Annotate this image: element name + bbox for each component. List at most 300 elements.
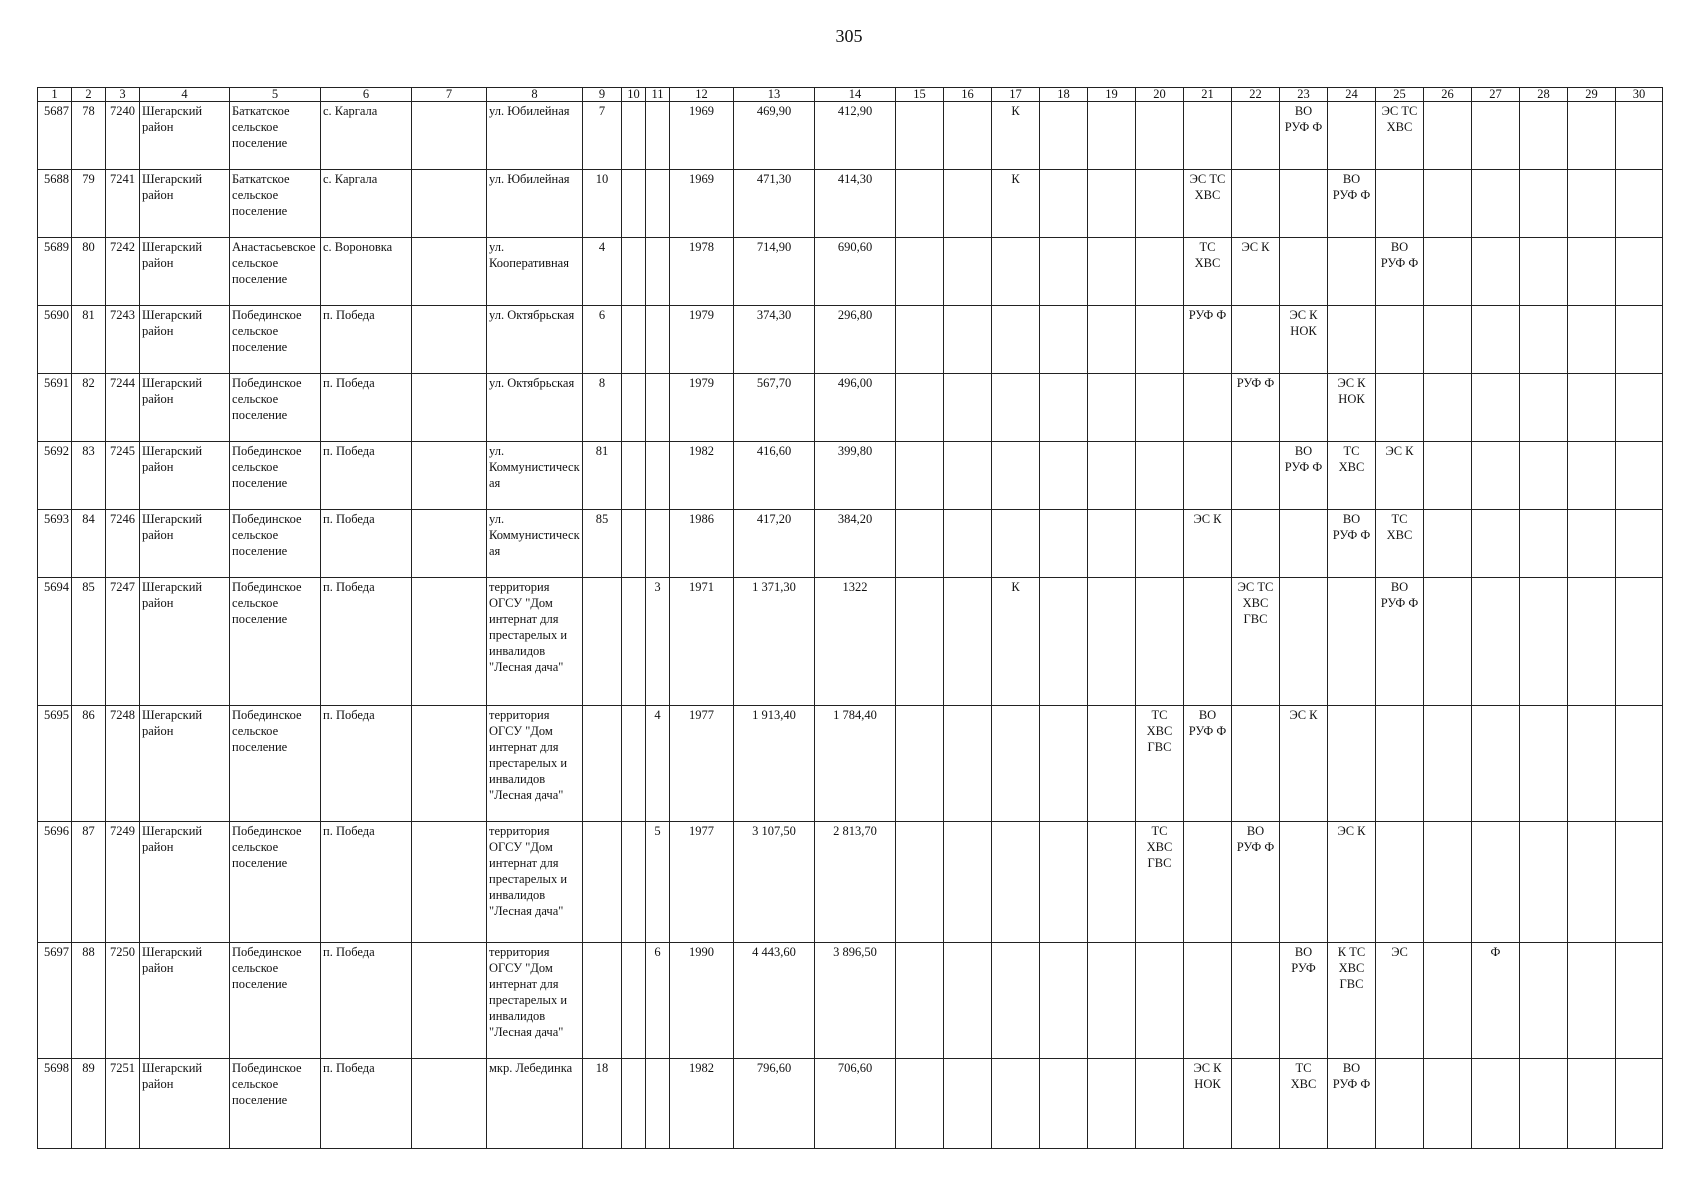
cell-col-28 bbox=[1520, 170, 1568, 238]
cell-col-22 bbox=[1232, 170, 1280, 238]
cell-col-10 bbox=[622, 170, 646, 238]
cell-col-7 bbox=[412, 578, 487, 706]
cell-col-17 bbox=[992, 822, 1040, 943]
cell-col-21 bbox=[1184, 374, 1232, 442]
cell-col-13: 796,60 bbox=[734, 1059, 815, 1149]
cell-col-20 bbox=[1136, 306, 1184, 374]
cell-col-2: 83 bbox=[72, 442, 106, 510]
cell-col-3: 7243 bbox=[106, 306, 140, 374]
cell-col-21 bbox=[1184, 442, 1232, 510]
column-header-22: 22 bbox=[1232, 88, 1280, 102]
cell-col-25 bbox=[1376, 706, 1424, 822]
cell-col-4: Шегарский район bbox=[140, 102, 230, 170]
cell-col-16 bbox=[944, 306, 992, 374]
cell-col-30 bbox=[1616, 102, 1663, 170]
cell-col-14: 384,20 bbox=[815, 510, 896, 578]
cell-col-26 bbox=[1424, 238, 1472, 306]
cell-col-1: 5688 bbox=[38, 170, 72, 238]
cell-col-14: 414,30 bbox=[815, 170, 896, 238]
cell-col-13: 417,20 bbox=[734, 510, 815, 578]
cell-col-24: ЭС К НОК bbox=[1328, 374, 1376, 442]
column-header-25: 25 bbox=[1376, 88, 1424, 102]
cell-col-30 bbox=[1616, 706, 1663, 822]
table-row bbox=[38, 706, 1663, 822]
cell-col-1: 5694 bbox=[38, 578, 72, 706]
cell-col-26 bbox=[1424, 578, 1472, 706]
cell-col-29 bbox=[1568, 102, 1616, 170]
cell-col-2: 85 bbox=[72, 578, 106, 706]
cell-col-25: ЭС bbox=[1376, 943, 1424, 1059]
cell-col-4: Шегарский район bbox=[140, 822, 230, 943]
cell-col-18 bbox=[1040, 510, 1088, 578]
cell-col-18 bbox=[1040, 1059, 1088, 1149]
cell-col-25 bbox=[1376, 306, 1424, 374]
column-header-21: 21 bbox=[1184, 88, 1232, 102]
cell-col-20: ТС ХВС ГВС bbox=[1136, 822, 1184, 943]
cell-col-12: 1979 bbox=[670, 374, 734, 442]
column-header-1: 1 bbox=[38, 88, 72, 102]
cell-col-28 bbox=[1520, 442, 1568, 510]
cell-col-13: 714,90 bbox=[734, 238, 815, 306]
cell-col-10 bbox=[622, 442, 646, 510]
cell-col-6: п. Победа bbox=[321, 578, 412, 706]
cell-col-7 bbox=[412, 822, 487, 943]
cell-col-18 bbox=[1040, 442, 1088, 510]
cell-col-4: Шегарский район bbox=[140, 1059, 230, 1149]
cell-col-22 bbox=[1232, 306, 1280, 374]
cell-col-19 bbox=[1088, 374, 1136, 442]
cell-col-10 bbox=[622, 306, 646, 374]
cell-col-11 bbox=[646, 1059, 670, 1149]
column-header-12: 12 bbox=[670, 88, 734, 102]
cell-col-21 bbox=[1184, 822, 1232, 943]
cell-col-18 bbox=[1040, 238, 1088, 306]
table-row bbox=[38, 442, 1663, 510]
cell-col-18 bbox=[1040, 706, 1088, 822]
cell-col-13: 416,60 bbox=[734, 442, 815, 510]
cell-col-17 bbox=[992, 238, 1040, 306]
cell-col-25 bbox=[1376, 1059, 1424, 1149]
cell-col-25: ЭС ТС ХВС bbox=[1376, 102, 1424, 170]
cell-col-5: Побединское сельское поселение bbox=[230, 374, 321, 442]
cell-col-17: К bbox=[992, 170, 1040, 238]
cell-col-11: 5 bbox=[646, 822, 670, 943]
column-header-9: 9 bbox=[583, 88, 622, 102]
cell-col-26 bbox=[1424, 943, 1472, 1059]
cell-col-20 bbox=[1136, 510, 1184, 578]
column-header-4: 4 bbox=[140, 88, 230, 102]
cell-col-30 bbox=[1616, 822, 1663, 943]
cell-col-17 bbox=[992, 306, 1040, 374]
cell-col-26 bbox=[1424, 102, 1472, 170]
cell-col-7 bbox=[412, 510, 487, 578]
cell-col-23: ВО РУФ Ф bbox=[1280, 442, 1328, 510]
table-row bbox=[38, 102, 1663, 170]
column-header-18: 18 bbox=[1040, 88, 1088, 102]
cell-col-1: 5693 bbox=[38, 510, 72, 578]
cell-col-24 bbox=[1328, 578, 1376, 706]
cell-col-24 bbox=[1328, 238, 1376, 306]
cell-col-16 bbox=[944, 102, 992, 170]
cell-col-6: п. Победа bbox=[321, 943, 412, 1059]
cell-col-11 bbox=[646, 102, 670, 170]
cell-col-2: 79 bbox=[72, 170, 106, 238]
cell-col-7 bbox=[412, 170, 487, 238]
cell-col-27 bbox=[1472, 374, 1520, 442]
table-row bbox=[38, 943, 1663, 1059]
cell-col-29 bbox=[1568, 510, 1616, 578]
cell-col-12: 1982 bbox=[670, 442, 734, 510]
cell-col-18 bbox=[1040, 102, 1088, 170]
cell-col-21: РУФ Ф bbox=[1184, 306, 1232, 374]
cell-col-13: 1 913,40 bbox=[734, 706, 815, 822]
cell-col-22 bbox=[1232, 510, 1280, 578]
cell-col-14: 2 813,70 bbox=[815, 822, 896, 943]
cell-col-28 bbox=[1520, 706, 1568, 822]
cell-col-8: территория ОГСУ "Дом интернат для престарелых и инвалидов "Лесная дача" bbox=[487, 578, 583, 706]
table-body bbox=[38, 102, 1663, 1149]
table-row bbox=[38, 578, 1663, 706]
cell-col-10 bbox=[622, 706, 646, 822]
cell-col-5: Побединское сельское поселение bbox=[230, 822, 321, 943]
cell-col-19 bbox=[1088, 170, 1136, 238]
cell-col-10 bbox=[622, 822, 646, 943]
column-header-3: 3 bbox=[106, 88, 140, 102]
cell-col-30 bbox=[1616, 510, 1663, 578]
cell-col-30 bbox=[1616, 1059, 1663, 1149]
cell-col-15 bbox=[896, 1059, 944, 1149]
page-number: 305 bbox=[835, 26, 863, 46]
cell-col-23: ТС ХВС bbox=[1280, 1059, 1328, 1149]
cell-col-11 bbox=[646, 510, 670, 578]
cell-col-24 bbox=[1328, 306, 1376, 374]
cell-col-14: 296,80 bbox=[815, 306, 896, 374]
cell-col-12: 1986 bbox=[670, 510, 734, 578]
cell-col-10 bbox=[622, 238, 646, 306]
column-header-28: 28 bbox=[1520, 88, 1568, 102]
cell-col-28 bbox=[1520, 306, 1568, 374]
cell-col-11 bbox=[646, 238, 670, 306]
cell-col-2: 82 bbox=[72, 374, 106, 442]
cell-col-29 bbox=[1568, 822, 1616, 943]
cell-col-20 bbox=[1136, 374, 1184, 442]
column-header-10: 10 bbox=[622, 88, 646, 102]
cell-col-26 bbox=[1424, 442, 1472, 510]
cell-col-30 bbox=[1616, 374, 1663, 442]
cell-col-23 bbox=[1280, 510, 1328, 578]
cell-col-17: К bbox=[992, 102, 1040, 170]
cell-col-15 bbox=[896, 943, 944, 1059]
cell-col-9 bbox=[583, 706, 622, 822]
column-header-23: 23 bbox=[1280, 88, 1328, 102]
cell-col-9 bbox=[583, 822, 622, 943]
cell-col-20 bbox=[1136, 170, 1184, 238]
cell-col-16 bbox=[944, 706, 992, 822]
column-header-15: 15 bbox=[896, 88, 944, 102]
cell-col-5: Баткатское сельское поселение bbox=[230, 170, 321, 238]
cell-col-7 bbox=[412, 306, 487, 374]
cell-col-25: ВО РУФ Ф bbox=[1376, 238, 1424, 306]
cell-col-21: ЭС К bbox=[1184, 510, 1232, 578]
column-header-19: 19 bbox=[1088, 88, 1136, 102]
cell-col-17 bbox=[992, 943, 1040, 1059]
cell-col-27 bbox=[1472, 170, 1520, 238]
cell-col-27 bbox=[1472, 306, 1520, 374]
cell-col-14: 690,60 bbox=[815, 238, 896, 306]
cell-col-24: ЭС К bbox=[1328, 822, 1376, 943]
column-header-2: 2 bbox=[72, 88, 106, 102]
cell-col-23: ВО РУФ Ф bbox=[1280, 102, 1328, 170]
cell-col-14: 399,80 bbox=[815, 442, 896, 510]
cell-col-4: Шегарский район bbox=[140, 238, 230, 306]
cell-col-15 bbox=[896, 238, 944, 306]
column-header-26: 26 bbox=[1424, 88, 1472, 102]
cell-col-25 bbox=[1376, 374, 1424, 442]
cell-col-26 bbox=[1424, 170, 1472, 238]
cell-col-14: 1322 bbox=[815, 578, 896, 706]
cell-col-3: 7242 bbox=[106, 238, 140, 306]
cell-col-2: 89 bbox=[72, 1059, 106, 1149]
cell-col-27 bbox=[1472, 442, 1520, 510]
cell-col-15 bbox=[896, 102, 944, 170]
cell-col-16 bbox=[944, 1059, 992, 1149]
cell-col-12: 1969 bbox=[670, 170, 734, 238]
cell-col-4: Шегарский район bbox=[140, 578, 230, 706]
cell-col-1: 5698 bbox=[38, 1059, 72, 1149]
table-row bbox=[38, 510, 1663, 578]
cell-col-5: Анастасьевское сельское поселение bbox=[230, 238, 321, 306]
cell-col-5: Побединское сельское поселение bbox=[230, 442, 321, 510]
cell-col-9: 18 bbox=[583, 1059, 622, 1149]
cell-col-6: п. Победа bbox=[321, 374, 412, 442]
cell-col-29 bbox=[1568, 1059, 1616, 1149]
cell-col-24 bbox=[1328, 706, 1376, 822]
cell-col-22 bbox=[1232, 442, 1280, 510]
cell-col-18 bbox=[1040, 943, 1088, 1059]
column-header-27: 27 bbox=[1472, 88, 1520, 102]
cell-col-22 bbox=[1232, 1059, 1280, 1149]
column-header-17: 17 bbox=[992, 88, 1040, 102]
cell-col-11 bbox=[646, 170, 670, 238]
cell-col-27: Ф bbox=[1472, 943, 1520, 1059]
cell-col-19 bbox=[1088, 306, 1136, 374]
cell-col-21: ТС ХВС bbox=[1184, 238, 1232, 306]
cell-col-11: 4 bbox=[646, 706, 670, 822]
cell-col-15 bbox=[896, 442, 944, 510]
cell-col-20 bbox=[1136, 238, 1184, 306]
cell-col-30 bbox=[1616, 238, 1663, 306]
cell-col-4: Шегарский район bbox=[140, 374, 230, 442]
cell-col-4: Шегарский район bbox=[140, 170, 230, 238]
cell-col-12: 1982 bbox=[670, 1059, 734, 1149]
cell-col-4: Шегарский район bbox=[140, 706, 230, 822]
cell-col-11: 6 bbox=[646, 943, 670, 1059]
cell-col-16 bbox=[944, 510, 992, 578]
cell-col-26 bbox=[1424, 510, 1472, 578]
cell-col-7 bbox=[412, 943, 487, 1059]
cell-col-27 bbox=[1472, 822, 1520, 943]
cell-col-8: территория ОГСУ "Дом интернат для престарелых и инвалидов "Лесная дача" bbox=[487, 706, 583, 822]
cell-col-1: 5697 bbox=[38, 943, 72, 1059]
cell-col-2: 88 bbox=[72, 943, 106, 1059]
cell-col-29 bbox=[1568, 170, 1616, 238]
cell-col-7 bbox=[412, 442, 487, 510]
cell-col-27 bbox=[1472, 578, 1520, 706]
cell-col-18 bbox=[1040, 374, 1088, 442]
cell-col-6: п. Победа bbox=[321, 822, 412, 943]
cell-col-9: 4 bbox=[583, 238, 622, 306]
cell-col-9: 7 bbox=[583, 102, 622, 170]
cell-col-28 bbox=[1520, 1059, 1568, 1149]
cell-col-26 bbox=[1424, 706, 1472, 822]
cell-col-22 bbox=[1232, 102, 1280, 170]
cell-col-12: 1977 bbox=[670, 706, 734, 822]
cell-col-11 bbox=[646, 374, 670, 442]
cell-col-17: К bbox=[992, 578, 1040, 706]
cell-col-1: 5691 bbox=[38, 374, 72, 442]
cell-col-10 bbox=[622, 510, 646, 578]
table-row bbox=[38, 822, 1663, 943]
cell-col-4: Шегарский район bbox=[140, 442, 230, 510]
cell-col-11 bbox=[646, 306, 670, 374]
cell-col-29 bbox=[1568, 442, 1616, 510]
cell-col-7 bbox=[412, 238, 487, 306]
cell-col-25 bbox=[1376, 822, 1424, 943]
cell-col-5: Побединское сельское поселение bbox=[230, 943, 321, 1059]
cell-col-30 bbox=[1616, 442, 1663, 510]
cell-col-21: ВО РУФ Ф bbox=[1184, 706, 1232, 822]
column-number-header-row bbox=[38, 88, 1663, 102]
cell-col-19 bbox=[1088, 102, 1136, 170]
cell-col-3: 7244 bbox=[106, 374, 140, 442]
cell-col-24 bbox=[1328, 102, 1376, 170]
cell-col-6: п. Победа bbox=[321, 706, 412, 822]
cell-col-16 bbox=[944, 374, 992, 442]
table-row bbox=[38, 306, 1663, 374]
cell-col-28 bbox=[1520, 374, 1568, 442]
cell-col-21: ЭС К НОК bbox=[1184, 1059, 1232, 1149]
cell-col-15 bbox=[896, 510, 944, 578]
cell-col-29 bbox=[1568, 374, 1616, 442]
cell-col-26 bbox=[1424, 1059, 1472, 1149]
cell-col-23 bbox=[1280, 374, 1328, 442]
cell-col-19 bbox=[1088, 822, 1136, 943]
cell-col-21 bbox=[1184, 578, 1232, 706]
cell-col-27 bbox=[1472, 102, 1520, 170]
cell-col-12: 1971 bbox=[670, 578, 734, 706]
cell-col-22: ВО РУФ Ф bbox=[1232, 822, 1280, 943]
cell-col-23 bbox=[1280, 578, 1328, 706]
cell-col-28 bbox=[1520, 510, 1568, 578]
cell-col-3: 7241 bbox=[106, 170, 140, 238]
cell-col-12: 1969 bbox=[670, 102, 734, 170]
cell-col-5: Побединское сельское поселение bbox=[230, 510, 321, 578]
cell-col-17 bbox=[992, 374, 1040, 442]
cell-col-19 bbox=[1088, 578, 1136, 706]
cell-col-10 bbox=[622, 943, 646, 1059]
column-header-24: 24 bbox=[1328, 88, 1376, 102]
cell-col-25 bbox=[1376, 170, 1424, 238]
table-row bbox=[38, 170, 1663, 238]
column-header-20: 20 bbox=[1136, 88, 1184, 102]
column-header-16: 16 bbox=[944, 88, 992, 102]
cell-col-12: 1990 bbox=[670, 943, 734, 1059]
cell-col-1: 5690 bbox=[38, 306, 72, 374]
cell-col-2: 81 bbox=[72, 306, 106, 374]
cell-col-26 bbox=[1424, 374, 1472, 442]
cell-col-25: ВО РУФ Ф bbox=[1376, 578, 1424, 706]
cell-col-10 bbox=[622, 578, 646, 706]
cell-col-1: 5695 bbox=[38, 706, 72, 822]
cell-col-22: ЭС К bbox=[1232, 238, 1280, 306]
cell-col-1: 5692 bbox=[38, 442, 72, 510]
cell-col-30 bbox=[1616, 306, 1663, 374]
cell-col-2: 87 bbox=[72, 822, 106, 943]
cell-col-25: ТС ХВС bbox=[1376, 510, 1424, 578]
cell-col-5: Побединское сельское поселение bbox=[230, 1059, 321, 1149]
cell-col-23 bbox=[1280, 238, 1328, 306]
cell-col-23: ВО РУФ bbox=[1280, 943, 1328, 1059]
cell-col-15 bbox=[896, 374, 944, 442]
cell-col-15 bbox=[896, 306, 944, 374]
cell-col-6: п. Победа bbox=[321, 1059, 412, 1149]
cell-col-18 bbox=[1040, 170, 1088, 238]
cell-col-13: 374,30 bbox=[734, 306, 815, 374]
cell-col-2: 86 bbox=[72, 706, 106, 822]
cell-col-13: 1 371,30 bbox=[734, 578, 815, 706]
cell-col-22: РУФ Ф bbox=[1232, 374, 1280, 442]
cell-col-20 bbox=[1136, 102, 1184, 170]
cell-col-16 bbox=[944, 170, 992, 238]
cell-col-2: 80 bbox=[72, 238, 106, 306]
cell-col-17 bbox=[992, 706, 1040, 822]
cell-col-3: 7245 bbox=[106, 442, 140, 510]
cell-col-9 bbox=[583, 943, 622, 1059]
cell-col-23 bbox=[1280, 822, 1328, 943]
cell-col-16 bbox=[944, 822, 992, 943]
cell-col-22: ЭС ТС ХВС ГВС bbox=[1232, 578, 1280, 706]
cell-col-19 bbox=[1088, 706, 1136, 822]
cell-col-12: 1979 bbox=[670, 306, 734, 374]
cell-col-24: ВО РУФ Ф bbox=[1328, 170, 1376, 238]
cell-col-25: ЭС К bbox=[1376, 442, 1424, 510]
cell-col-4: Шегарский район bbox=[140, 510, 230, 578]
cell-col-8: ул. Коммунистическая bbox=[487, 442, 583, 510]
column-header-13: 13 bbox=[734, 88, 815, 102]
cell-col-8: ул. Октябрьская bbox=[487, 374, 583, 442]
cell-col-10 bbox=[622, 1059, 646, 1149]
cell-col-8: ул. Октябрьская bbox=[487, 306, 583, 374]
cell-col-27 bbox=[1472, 706, 1520, 822]
cell-col-6: с. Каргала bbox=[321, 170, 412, 238]
cell-col-1: 5689 bbox=[38, 238, 72, 306]
cell-col-20: ТС ХВС ГВС bbox=[1136, 706, 1184, 822]
cell-col-24: К ТС ХВС ГВС bbox=[1328, 943, 1376, 1059]
table-row bbox=[38, 1059, 1663, 1149]
cell-col-19 bbox=[1088, 943, 1136, 1059]
cell-col-13: 4 443,60 bbox=[734, 943, 815, 1059]
cell-col-13: 3 107,50 bbox=[734, 822, 815, 943]
cell-col-3: 7249 bbox=[106, 822, 140, 943]
cell-col-19 bbox=[1088, 1059, 1136, 1149]
cell-col-21 bbox=[1184, 102, 1232, 170]
cell-col-23: ЭС К bbox=[1280, 706, 1328, 822]
cell-col-7 bbox=[412, 374, 487, 442]
cell-col-9 bbox=[583, 578, 622, 706]
cell-col-12: 1978 bbox=[670, 238, 734, 306]
cell-col-6: п. Победа bbox=[321, 442, 412, 510]
column-header-14: 14 bbox=[815, 88, 896, 102]
